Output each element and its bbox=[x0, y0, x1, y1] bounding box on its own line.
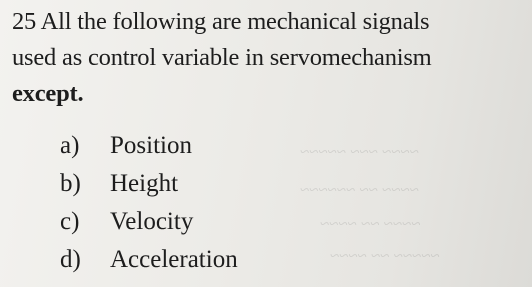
option-text: Velocity bbox=[110, 208, 194, 235]
option-b bbox=[60, 165, 238, 203]
answer-options bbox=[60, 127, 238, 279]
option-letter: b) bbox=[60, 170, 81, 197]
option-c bbox=[60, 203, 238, 241]
show-through-texture: ~~~~ ~~ ~~~~ bbox=[320, 214, 421, 233]
option-text: Position bbox=[110, 132, 192, 159]
option-d bbox=[60, 241, 238, 279]
question-line: used as control variable in servomechanism bbox=[12, 44, 432, 71]
show-through-texture: ~~~~ ~~ ~~~~~~ bbox=[300, 180, 419, 199]
option-a bbox=[60, 127, 238, 165]
option-letter: d) bbox=[60, 246, 81, 273]
question-text bbox=[12, 4, 527, 112]
question-line: except. bbox=[12, 80, 84, 107]
show-through-texture: ~~~~ ~~~ ~~~~~ bbox=[300, 142, 419, 161]
option-text: Acceleration bbox=[110, 246, 238, 273]
option-letter: c) bbox=[60, 208, 80, 235]
show-through-texture: ~~~~~ ~~ ~~~~ bbox=[330, 246, 440, 265]
question-line: 25 All the following are mechanical signals bbox=[12, 8, 430, 35]
option-letter: a) bbox=[60, 132, 80, 159]
option-text: Height bbox=[110, 170, 179, 197]
